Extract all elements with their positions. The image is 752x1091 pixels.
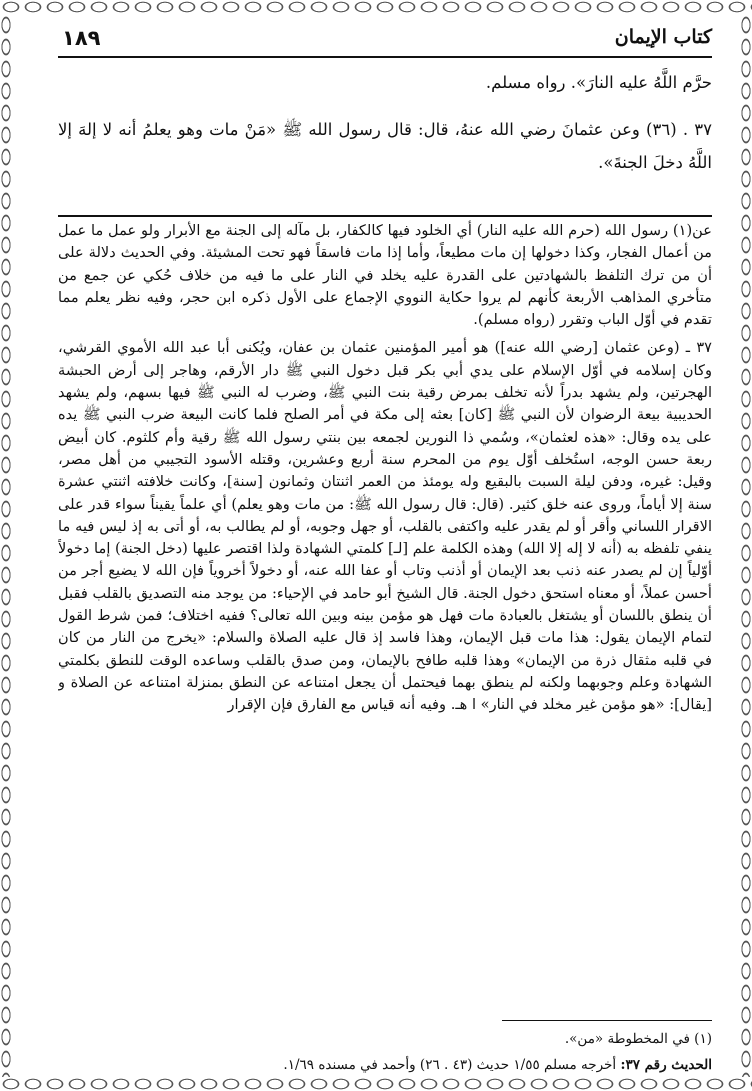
hadith-37: ٣٧ . (٣٦) وعن عثمانَ رضي الله عنهُ، قال: قال رسول الله ﷺ «مَنْ مات وهو يعلمُ أنه لا إلهَ إلا اللَّهُ دخلَ الجنةَ».: [58, 120, 712, 172]
commentary: [58, 220, 712, 1000]
text-separator: [58, 215, 712, 217]
hadith-reference-text: أخرجه مسلم ١/٥٥ حديث (٤٣ . ٢٦) وأحمد في مسنده ١/٦٩.: [283, 1057, 617, 1073]
hadith-reference-label: الحديث رقم ٣٧:: [620, 1057, 712, 1073]
ornamental-border-top: [0, 0, 752, 14]
footnote-1: (١) في المخطوطة «من».: [564, 1031, 712, 1047]
commentary-paragraph-2: ٣٧ ـ (وعن عثمان [رضي الله عنه]) هو أمير المؤمنين عثمان بن عفان، ويُكنى أبا عبد الله الأموي القرشي، وكان إسلامه في أوّل الإسلام على يدي أبي بكر قبل دخول النبي ﷺ دار الأرقم، وهاجر إلى أرض الحبشة الهجرتين، ولم يشهد بدراً لأنه تخلف بمرض رقية بنت النبي ﷺ، وضرب له النبي ﷺ فيها بسهم، ولم يشهد الحديبية بيعة الرضوان لأن النبي ﷺ [كان] بعثه إلى مكة في أمر الصلح فلما كانت البيعة ضرب النبي ﷺ يده على يده وقال: «هذه لعثمان»، وسُمي ذا النورين لجمعه بين بنتي رسول الله ﷺ رقية وأم كلثوم. كان أبيض ربعة حسن الوجه، استُخلف أوّل يوم من المحرم سنة أربع وعشرين، وقتله الأسود التجيبي من أهل مصر، وقيل: غيره، ودفن ليلة السبت بالبقيع وله يومئذ من العمر اثنتان وثمانون [سنة]، وكانت خلافته اثنتي عشرة سنة إلا أياماً، وروى عنه خلق كثير. (قال: قال رسول الله ﷺ: من مات وهو يعلم) أي علماً يقيناً سواء قدر على الاقرار اللساني وأقر أو لم يقدر عليه واكتفى بالقلب، أو جهل وجوبه، أو لم يطالب به، أو أتى به إذ ليس فيه ما ينفي تلفظه به (أنه لا إله إلا الله) وهذه الكلمة علم [لـ] كلمتي الشهادة ولذا اقتصر عليها (دخل الجنة) إما دخولاً أوّلياً إن لم يصدر عنه ذنب بعد الإيمان أو أذنب وتاب أو عفا الله عنه، أو دخولاً أخروياً فإن الله لا يضيع أجر من أحسن عملاً، أو معناه استحق دخول الجنة. قال الشيخ أبو حامد في الإحياء: من يوجد منه التصديق بالقلب فقبل أن ينطق باللسان أو يشتغل بالعبادة مات فهل هو مؤمن بينه وبين الله تعالى؟ ففيه اختلاف؛ فمن شرط القول لتمام الإيمان يقول: هذا مات قبل الإيمان، وهذا فاسد إذ قال عليه الصلاة والسلام: «يخرج من النار من كان في قلبه مثقال ذرة من الإيمان» وهذا قلبه طافح بالإيمان، ومن صدق بالقلب وساعده الوقت للنطق بكلمتي الشهادة وعلم وجوبهما ولكنه لم ينطق بهما فيحتمل أن يجعل امتناعه عن النطق بمنزلة امتناعه عن الصلاة و [يقال]: «هو مؤمن غير مخلد في النار» ا هـ. وفيه أنه قياس مع الفارق فإن الإقرار: [58, 339, 712, 714]
ornamental-border-bottom: [0, 1077, 752, 1091]
commentary-paragraph-1: عن(١) رسول الله (حرم الله عليه النار) أي الخلود فيها كالكفار، بل مآله إلى الجنة مع الأبرار ولو عمل ما عمل من أعمال الفجار، وكذا دخولها إن مات مطيعاً، وأما إذا مات فاسقاً فهو تحت المشيئة. وفي الحديث دلالة على أن من ترك التلفظ بالشهادتين على القدرة عليه يخلد في النار على ما فيه من خلاف حُكي عن جمع من متأخري المذاهب الأربعة كأنهم لم يروا حكاية النووي الإجماع على الأول ذكره ابن حجر، وفيه نظر يعلم مما تقدم في أوّل الباب وتقرر (رواه مسلم).: [58, 222, 712, 329]
page-header: [58, 22, 712, 58]
footnotes: [58, 1026, 712, 1078]
footnote-separator: [502, 1020, 712, 1021]
hadith-continuation: حرَّم اللَّهُ عليه النارَ». رواه مسلم.: [485, 73, 712, 92]
book-title: كتاب الإيمان: [614, 26, 712, 48]
ornamental-border-right: [740, 14, 752, 1077]
book-page: [58, 14, 712, 1075]
hadith-text: [58, 66, 712, 193]
ornamental-border-left: [0, 14, 12, 1077]
hadith-reference: [58, 1052, 712, 1078]
page-number: ١٨٩: [62, 26, 101, 50]
